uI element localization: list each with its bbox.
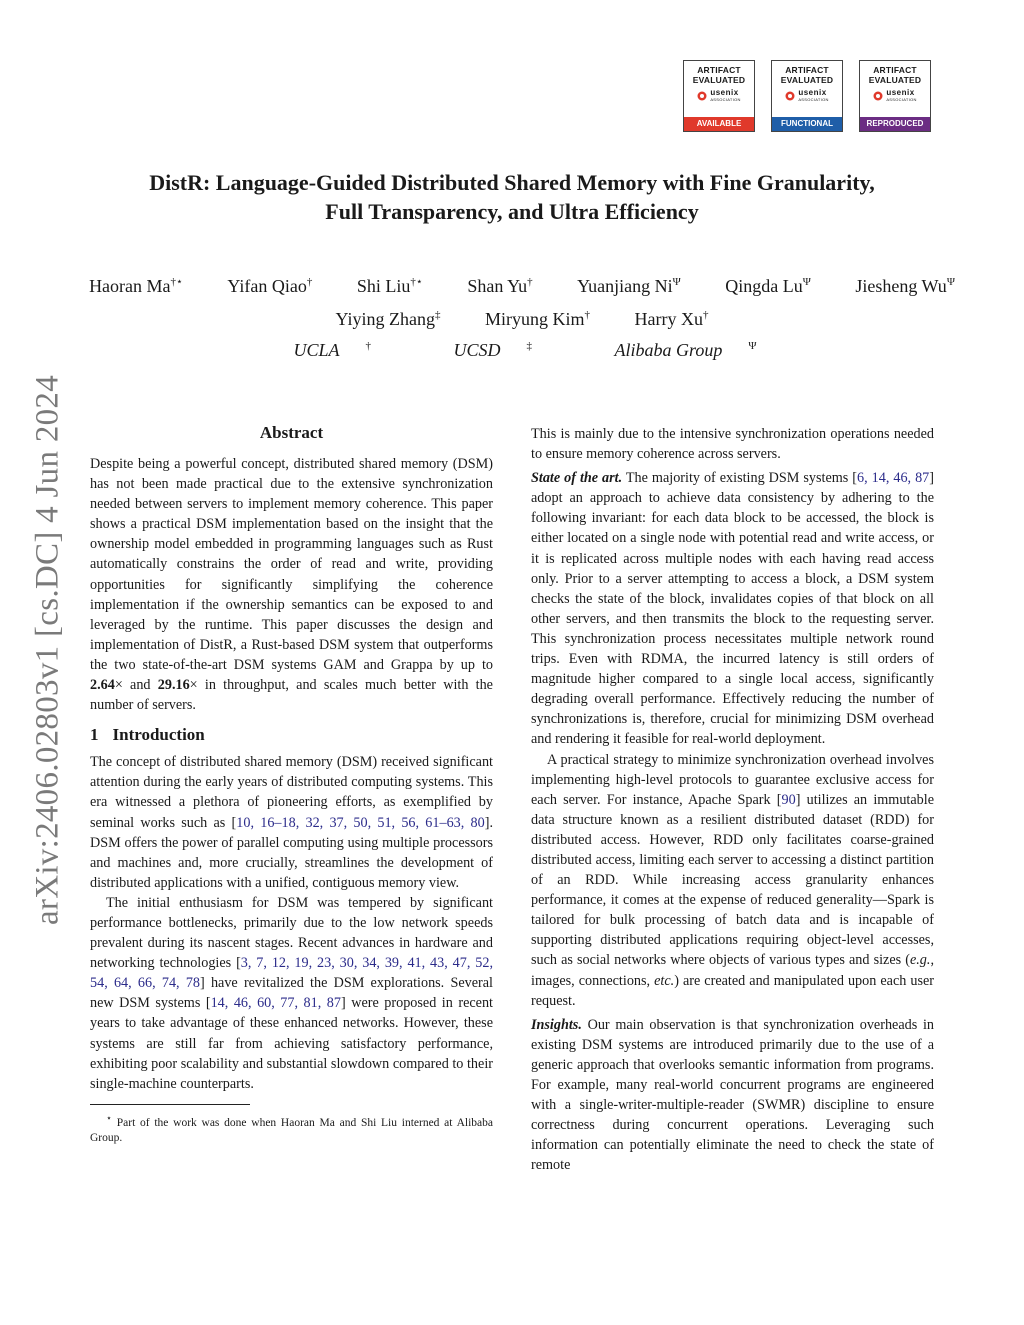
title-line-2: Full Transparency, and Ultra Efficiency [325, 199, 699, 224]
badge-assoc: ASSOCIATION [886, 97, 917, 102]
badge-org: usenix [710, 88, 739, 97]
affiliation-list [0, 340, 1024, 361]
badge-line2: EVALUATED [692, 75, 746, 85]
author: Yuanjiang $Ni^\Psi$ [577, 276, 681, 296]
author: Harry Xu† [634, 309, 709, 329]
badge-reproduced [859, 60, 931, 132]
author: Jiesheng $Wu^\Psi$ [855, 276, 955, 296]
footnote: ⋆ Part of the work was done when Haoran Ma and Shi Liu interned at Alibaba Group. [90, 1112, 493, 1144]
badge-available [683, 60, 755, 132]
right-column [531, 424, 934, 1175]
badge-status: FUNCTIONAL [772, 117, 842, 131]
usenix-logo-icon [697, 91, 707, 101]
usenix-logo-icon [873, 91, 883, 101]
badge-status: REPRODUCED [860, 117, 930, 131]
citation-link[interactable]: 3, 7, 12, 19, 23, 30, 34, 39, 41, 43, 47, 52, 54, 64, 66, 74, 78 [90, 955, 493, 992]
usenix-logo-icon [785, 91, 795, 101]
badge-status: AVAILABLE [684, 117, 754, 131]
citation-link[interactable]: 10, 16–18, 32, 37, 50, 51, 56, 61–63, 80 [236, 814, 485, 831]
badge-line2: EVALUATED [780, 75, 834, 85]
badge-line1: ARTIFACT [873, 65, 917, 75]
body-paragraph-continued: This is mainly due to the intensive synchronization operations needed to ensure memory coherence across servers. [531, 426, 934, 463]
section-heading-introduction: 1 Introduction [90, 725, 205, 745]
arxiv-stamp: arXiv:2406.02803v1 [cs.DC] 4 Jun 2024 [29, 374, 66, 926]
abstract-heading: Abstract [259, 423, 324, 442]
author: Haoran Ma†⋆ [89, 276, 183, 296]
citation-link[interactable]: 90 [781, 791, 796, 808]
footnote-rule [90, 1104, 250, 1105]
badge-functional [771, 60, 843, 132]
author: Qingda $Lu^\Psi$ [725, 276, 811, 296]
badge-org: usenix [798, 88, 827, 97]
artifact-badges [683, 60, 931, 132]
author: Yifan Qiao† [227, 276, 313, 296]
affiliation: Alibaba Group $^\Psi$ [614, 340, 757, 360]
abstract-text: Despite being a powerful concept, distributed shared memory (DSM) has not been made practical due to the extensive synchronization needed between servers to implement memory coherence. This paper shows a practical DSM implementation based on the insight that the ownership model embedded in programming languages such as Rust automatically constrains the order of read and write, providing opportunities for significantly simplifying the coherence implementation if the ownership semantics can be exposed to and leveraged by the runtime. This paper discusses the design and implementation of DistR, a Rust-based DSM system that outperforms the two state-of-the-art DSM systems GAM and Grappa by up to 2.64× and 29.16× in throughput, and scales much better with the number of servers. [90, 456, 493, 714]
citation-link[interactable]: 6, 14, 46, 87 [857, 470, 930, 487]
title-line-1: DistR: Language-Guided Distributed Shared Memory with Fine Granularity, [149, 170, 875, 195]
badge-line1: ARTIFACT [785, 65, 829, 75]
badge-line2: EVALUATED [868, 75, 922, 85]
paper-title [0, 168, 1024, 226]
intro-paragraph-2: The initial enthusiasm for DSM was tempered by significant performance bottlenecks, primarily due to the low network speeds prevalent during its nascent stages. Recent advances in hardware and networking technologies [3, 7, 12, 19, 23, 30, 34, 39, 41, 43, 47, 52, 54, 64, 66, 74, 78] have revitalized the DSM explorations. Several new DSM systems [14, 46, 60, 77, 81, 87] were proposed in recent years to take advantage of these enhanced networks. However, these systems are still far from achieving satisfactory performance, exhibiting poor scalability and substantial slowdown compared to their single-machine counterparts. [90, 894, 494, 1092]
badge-assoc: ASSOCIATION [798, 97, 829, 102]
body-paragraph-strategy: A practical strategy to minimize synchronization overhead involves implementing high-level protocols to guarantee exclusive access for each server. For instance, Apache Spark [90] utilizes an immutable data structure known as a resilient distributed dataset (RDD) for distributed access. However, RDD only facilitates coarse-grained distributed access, limiting each server to accessing a distinct partition of an RDD. While increasing access granularity enhances performance, it comes at the expense of reduced generality—Spark is tailored for bulk processing of batch data and is incapable of supporting distributed applications requiring object-level accesses, such as social networks where objects of various types and sizes (e.g., images, connections, etc.) are created and manipulated upon each user request. [531, 751, 934, 1009]
author: Yiying Zhang‡ [335, 309, 441, 329]
body-paragraph-insights: Insights. Our main observation is that synchronization overheads in existing DSM systems are introduced primarily due to the use of a generic approach that overlooks semantic information from programs. For example, many real-world concurrent programs are engineered with a single-writer-multiple-reader (SWMR) discipline to ensure correctness during concurrent operations. Leveraging such information can potentially eliminate the need to check the state of remote [531, 1016, 934, 1174]
affiliation: UCLA † [293, 340, 372, 360]
author: Miryung Kim† [485, 309, 591, 329]
author: Shan Yu† [467, 276, 533, 296]
left-column [90, 422, 493, 1146]
intro-paragraph-1: The concept of distributed shared memory (DSM) received significant attention during the early years of distributed computing systems. This era witnessed a plethora of pioneering efforts, as exemplified by seminal works such as [10, 16–18, 32, 37, 50, 51, 56, 61–63, 80]. DSM offers the power of parallel computing using multiple processors and machines and, more crucially, streamlines the development of distributed applications with a unified, contiguous memory view. [90, 754, 494, 891]
body-paragraph-state-of-art: State of the art. The majority of existing DSM systems [6, 14, 46, 87] adopt an approach to achieve data consistency by adhering to the following invariant: for each data block to be accessed, the block is either located on a single node with potential read and write access, or it is replicated across multiple nodes with each having read access only. Prior to a server attempting to access a block, a DSM system checks the state of the block, invalidates copies of that block on all other servers, and then transmits the block to the requesting server. This synchronization process necessitates multiple network round trips. Even with RDMA, the incurred latency is still orders of magnitude higher compared to a single local access, significantly degrading overall performance. Effectively reducing the number of synchronizations is, therefore, crucial for minimizing DSM overhead and rendering it feasible for real-world deployment. [531, 470, 934, 748]
badge-org: usenix [886, 88, 915, 97]
affiliation: UCSD ‡ [453, 340, 533, 360]
author: Shi Liu†⋆ [356, 276, 423, 296]
badge-line1: ARTIFACT [697, 65, 741, 75]
citation-link[interactable]: 14, 46, 60, 77, 81, 87 [210, 995, 341, 1012]
badge-assoc: ASSOCIATION [710, 97, 741, 102]
author-list [60, 268, 984, 334]
